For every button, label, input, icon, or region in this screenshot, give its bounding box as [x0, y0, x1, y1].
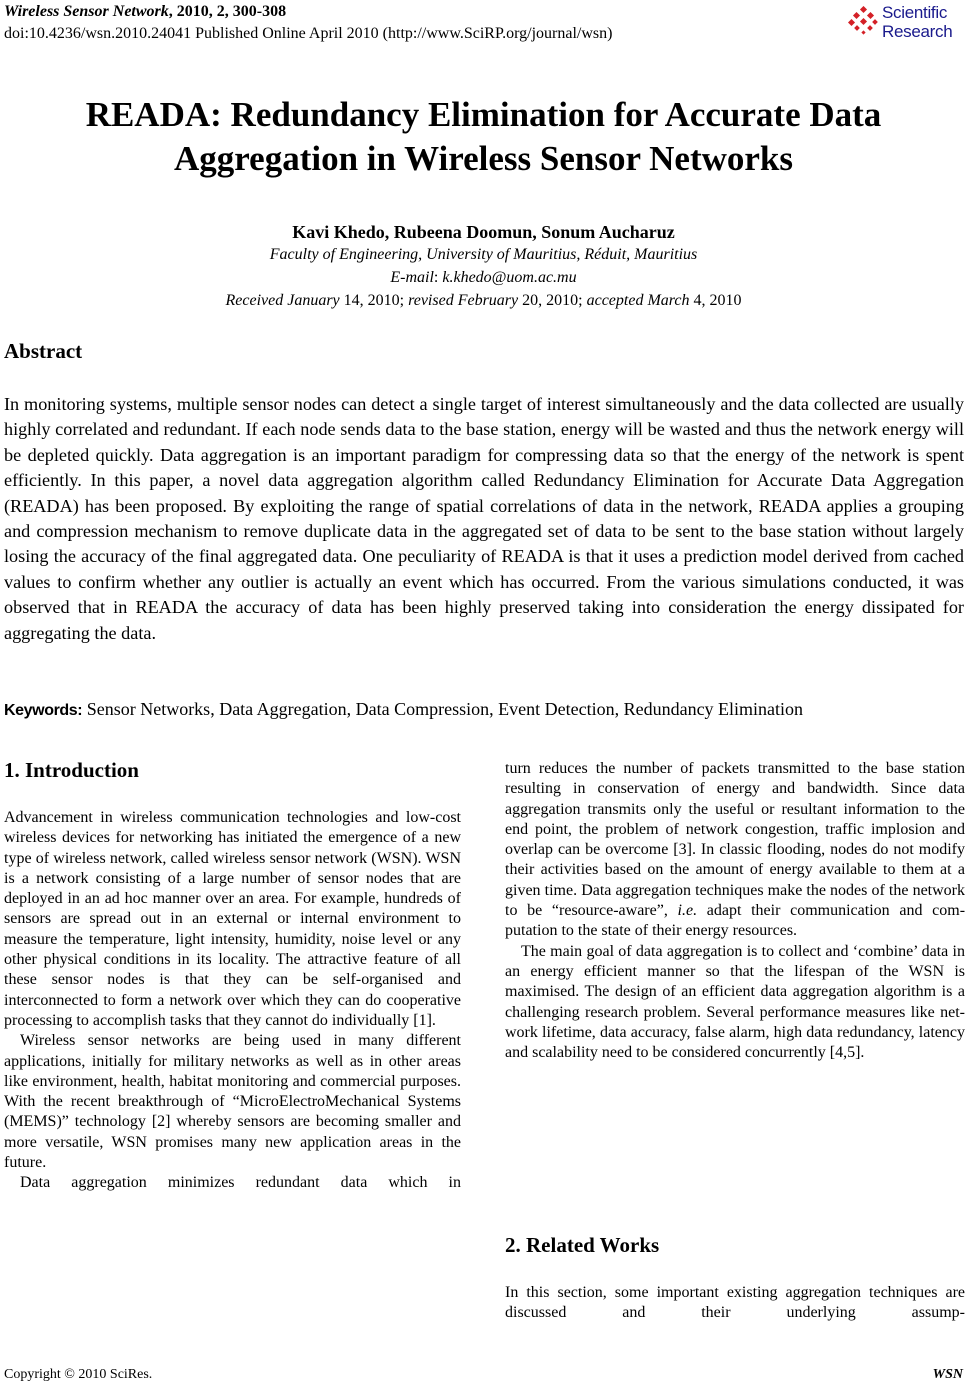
left-column	[4, 808, 461, 1194]
footer-journal-abbr: WSN	[932, 1367, 963, 1382]
intro-paragraph-3-continued	[505, 759, 965, 942]
accepted-date: 4, 2010	[689, 292, 742, 309]
title-line-1: READA: Redundancy Elimination for Accurate Data	[85, 95, 882, 134]
abstract-text: In monitoring systems, multiple sensor nodes can detect a single target of interest simultaneously and the data collected are usually highly correlated and redundant. If each node sends data to the base station, energy will be wasted and thus the network energy will be depleted quickly. Data aggregation is an important paradigm for compressing data so that the energy of the network is spent efficiently. In this paper, a novel data aggregation algorithm called Redundancy Elimination for Accurate Data Aggregation (READA) has been proposed. By exploiting the range of spatial correlations of data in the network, READA applies a grouping and compression mechanism to remove duplicate data in the aggregated set of data to be sent to the base station without largely losing the accuracy of the final aggregated data. One peculiarity of READA is that it uses a prediction model derived from cached values to confirm whether any outlier is actually an event which has occurred. From the various simulations conducted, it was observed that in READA the accuracy of data has been highly preserved taking into consideration the energy dissipated for aggregating the data.	[4, 394, 964, 643]
related-works-paragraph-1: In this section, some important existing aggregation techniques are discussed and their underlying assump-	[505, 1284, 965, 1322]
journal-volume: , 2010, 2, 300-308	[168, 3, 287, 20]
intro-paragraph-3-start: Data aggregation minimizes redundant data which in	[20, 1174, 461, 1192]
email-address: k.khedo@uom.ac.mu	[442, 269, 577, 286]
title-line-2: Aggregation in Wireless Sensor Networks	[174, 139, 793, 178]
keywords-list: Sensor Networks, Data Aggregation, Data Compression, Event Detection, Redundancy Elimination	[82, 699, 804, 719]
intro-paragraph-3-part-b: adapt their communication and computation to the state of their energy resources.	[505, 902, 966, 940]
journal-citation	[4, 2, 286, 22]
accepted-label: accepted March	[586, 292, 690, 309]
intro-paragraph-4: The main goal of data aggregation is to collect and ‘combine’ data in an energy efficient manner so that the lifespan of the WSN is maximised. The design of an efficient data aggregation algorithm is a challenging research problem. Several performance measures like network lifetime, data accuracy, false alarm, high data redundancy, latency and scalability need to be considered concurrently [4,5].	[505, 942, 965, 1062]
abstract-heading: Abstract	[4, 339, 83, 363]
dates-line	[0, 290, 967, 311]
intro-paragraph-2: Wireless sensor networks are being used in many different applications, initially for military networks as well as in other areas like environment, health, habitat monitoring and commercial purposes. With the recent breakthrough of “MicroElectroMechanical Systems (MEMS)” technology [2] whereby sensors are becoming smaller and more versatile, WSN promises many new application areas in the future.	[4, 1032, 461, 1172]
keywords-line	[4, 697, 966, 723]
intro-paragraph-3-ie: i.e.	[677, 902, 698, 920]
logo-word-1: Scientific	[882, 3, 948, 22]
section-2-heading: 2. Related Works	[505, 1233, 660, 1257]
right-column	[505, 759, 965, 1063]
email-label: E-mail	[390, 269, 434, 286]
authors: Kavi Khedo, Rubeena Doomun, Sonum Aucharuz	[292, 222, 675, 242]
footer-copyright: Copyright © 2010 SciRes.	[4, 1367, 153, 1382]
doi-line: doi:10.4236/wsn.2010.24041 Published Online April 2010 (http://www.SciRP.org/journal/wsn)	[4, 25, 613, 42]
revised-date: 20, 2010;	[518, 292, 587, 309]
intro-paragraph-1: Advancement in wireless communication technologies and low-cost wireless devices for networking has initiated the emergence of a new type of wireless network, called wireless sensor network (WSN). WSN is a network consisting of a large number of sensor nodes that are deployed in an ad hoc manner over an area. For example, hundreds of sensors are spread out in an external or internal environment to measure the temperature, light intensity, humidity, noise level or any other physical conditions in its locality. The attractive feature of all these sensor nodes is that they can be self-organised and interconnected to form a network over which they can do cooperative processing to accomplish tasks that they cannot do individually [1].	[4, 809, 461, 1029]
paper-title	[0, 93, 967, 181]
journal-name: Wireless Sensor Network	[4, 3, 169, 20]
publisher-logo	[848, 2, 966, 42]
affiliation: Faculty of Engineering, University of Mauritius, Réduit, Mauritius	[269, 246, 698, 263]
received-label: Received January	[225, 292, 340, 309]
keywords-label: Keywords:	[4, 702, 83, 719]
related-works-column	[505, 1283, 965, 1324]
intro-paragraph-3-part-a: turn reduces the number of packets transmitted to the base station resulting in conservation of energy and bandwidth. Since data aggregation transmits only the useful or resultant information to the end point, the problem of network congestion, traffic implosion and overlap can be overcome [3]. In classic flooding, nodes do not modify their activities based on the amount of energy available to them at a given time. Data aggregation techniques make the nodes of the network to be “resource-aware”,	[505, 760, 965, 920]
email-line: E-mail: k.khedo@uom.ac.mu	[390, 269, 577, 286]
section-1-heading: 1. Introduction	[4, 758, 139, 782]
logo-word-2: Research	[882, 22, 953, 41]
revised-label: revised February	[408, 292, 519, 309]
received-date: 14, 2010;	[339, 292, 409, 309]
publisher-logo-icon	[848, 6, 878, 36]
